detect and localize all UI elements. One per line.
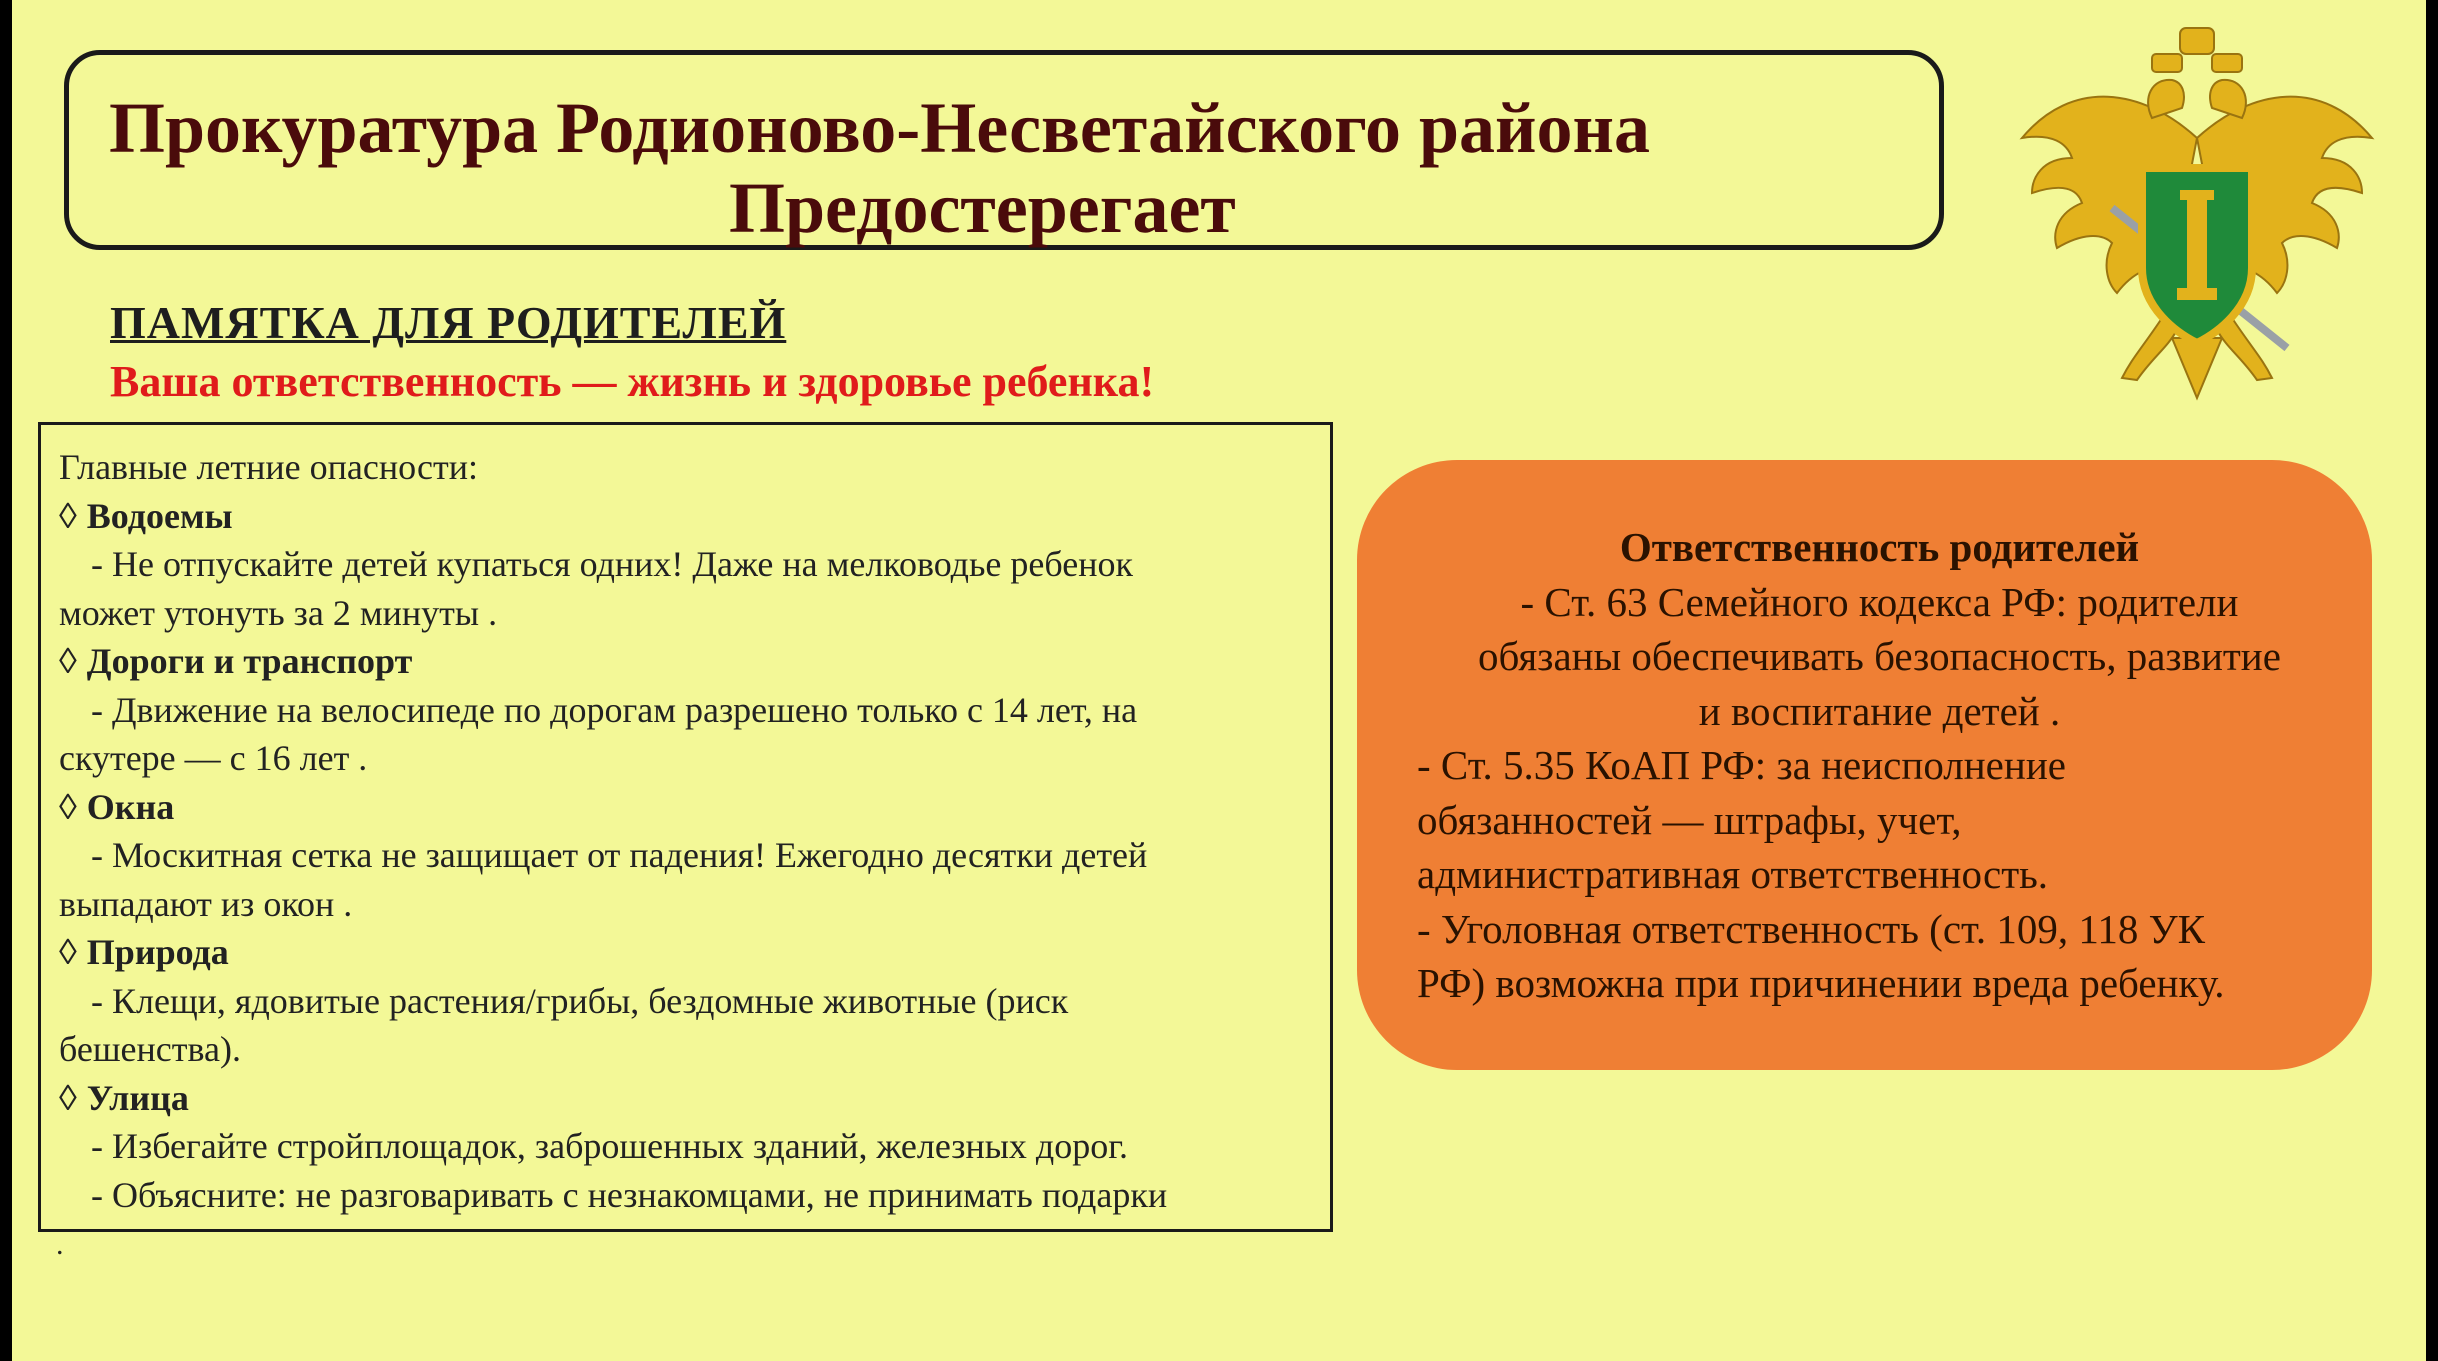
diamond-bullet-icon: ◊ <box>59 1077 77 1118</box>
responsibility-line: РФ) возможна при причинении вреда ребенку. <box>1417 960 2225 1006</box>
responsibility-title: Ответственность родителей <box>1619 524 2140 570</box>
diamond-bullet-icon: ◊ <box>59 495 77 536</box>
responsibility-line: и воспитание детей . <box>1698 687 2061 734</box>
danger-category-windows: ◊ Окна <box>59 786 175 827</box>
trailing-dot: . <box>56 1228 64 1261</box>
responsibility-line: обязаны обеспечивать безопасность, развитие <box>1478 633 2281 679</box>
danger-category-nature: ◊ Природа <box>59 932 229 972</box>
responsibility-line: - Уголовная ответственность (ст. 109, 118 УК <box>1417 905 2205 952</box>
danger-line: - Клещи, ядовитые растения/грибы, бездомные животные (риск <box>91 980 1069 1021</box>
danger-category-street: ◊ Улица <box>59 1077 189 1118</box>
danger-line: - Избегайте стройплощадок, заброшенных зданий, железных дорог. <box>91 1126 1128 1166</box>
memo-subheading: Ваша ответственность — жизнь и здоровье ребенка! <box>110 357 1155 406</box>
responsibility-box <box>1357 460 2372 1070</box>
danger-line: - Объясните: не разговаривать с незнакомцами, не принимать подарки <box>91 1174 1168 1215</box>
diamond-bullet-icon: ◊ <box>59 786 77 827</box>
danger-line: бешенства). <box>59 1029 241 1069</box>
title-banner <box>64 50 1944 250</box>
dangers-box <box>38 422 1333 1232</box>
danger-line: - Москитная сетка не защищает от падения! Ежегодно десятки детей <box>91 835 1148 875</box>
diamond-bullet-icon: ◊ <box>59 641 77 681</box>
danger-category-water: ◊ Водоемы <box>59 495 233 536</box>
responsibility-line: - Ст. 5.35 КоАП РФ: за неисполнение <box>1417 742 2066 788</box>
responsibility-line: административная ответственность. <box>1417 851 2049 897</box>
responsibility-line: обязанностей — штрафы, учет, <box>1417 796 1962 843</box>
danger-line: выпадают из окон . <box>59 883 353 924</box>
memo-heading: ПАМЯТКА ДЛЯ РОДИТЕЛЕЙ <box>110 297 787 348</box>
danger-category-roads: ◊ Дороги и транспорт <box>59 641 413 681</box>
danger-line: - Движение на велосипеде по дорогам разрешено только с 14 лет, на <box>91 689 1138 730</box>
page-subtitle: Предостерегает <box>729 168 1236 248</box>
danger-line: скутере — с 16 лет . <box>59 738 368 778</box>
danger-line: - Не отпускайте детей купаться одних! Даже на мелководье ребенок <box>91 544 1133 584</box>
dangers-intro: Главные летние опасности: <box>59 447 479 487</box>
prosecutor-emblem-double-headed-eagle-icon <box>2012 18 2382 418</box>
page-title: Прокуратура Родионово-Несветайского района <box>109 88 1651 168</box>
slide <box>12 0 2426 1361</box>
diamond-bullet-icon: ◊ <box>59 932 77 972</box>
danger-line: может утонуть за 2 минуты . <box>59 592 498 633</box>
responsibility-line: - Ст. 63 Семейного кодекса РФ: родители <box>1520 578 2239 625</box>
